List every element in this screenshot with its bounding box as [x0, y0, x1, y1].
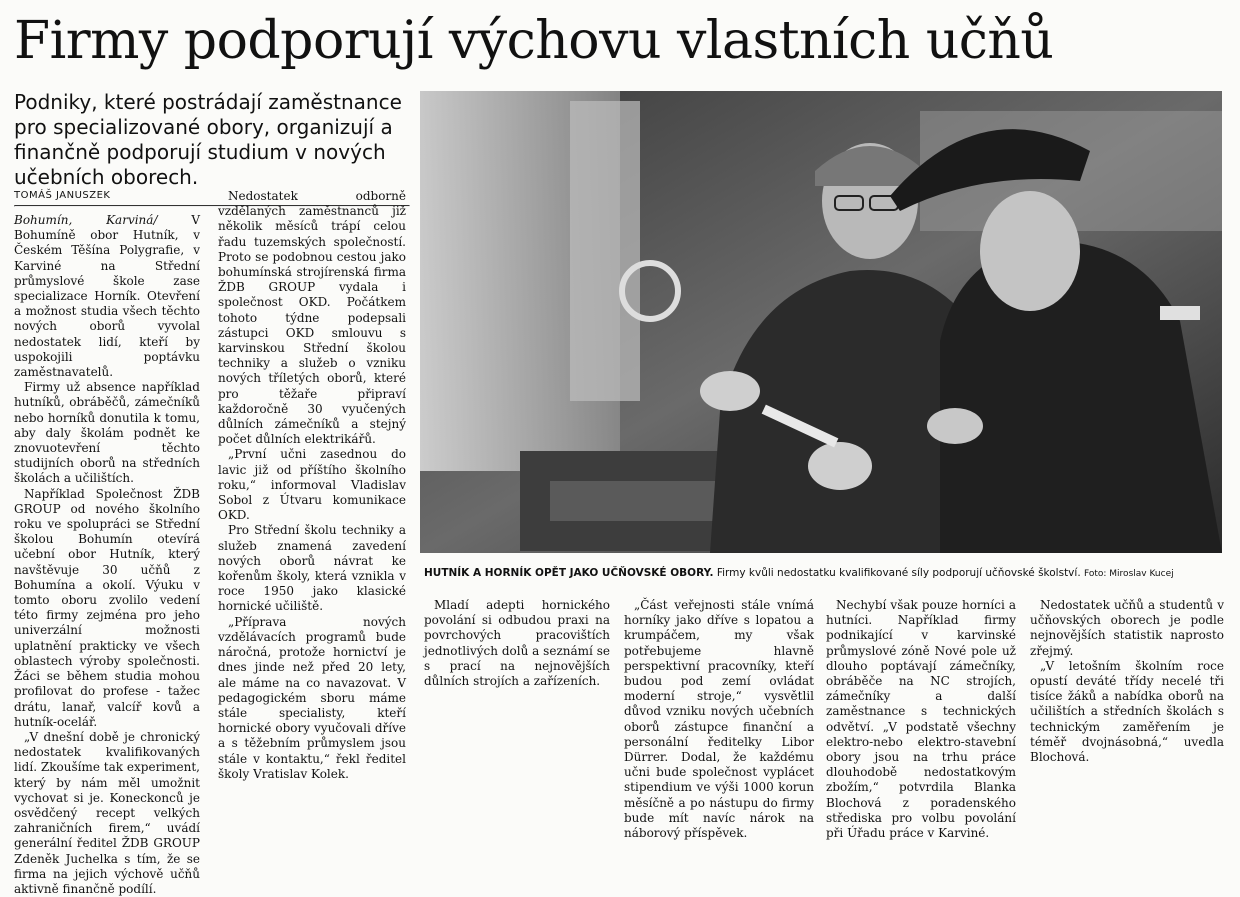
paragraph-12: Nedostatek učňů a studentů v učňovských oborech je podle nejnovějších statistik naprosto zřejmý.: [1030, 598, 1224, 658]
paragraph-5: Nedostatek odborně vzdělaných zaměstnanců již několik měsíců trápí celou řadu tuzemských společností. Proto se podobnou cestou jako bohumínská strojírenská firma ŽDB GROUP vydala i společnost OKD. Počátkem tohoto týdne podepsali zástupci OKD smlouvu s karvinskou Střední školou techniky a služeb o vzniku nových tříletých oborů, které pro těžaře připraví každoročně 30 vyučených důlních zámečníků a stejný počet důlních elektrikářů.: [218, 189, 406, 447]
paragraph-2: Firmy už absence například hutníků, obráběčů, zámečníků nebo horníků donutila k tomu, aby daly školám podnět ke znovuotevření těchto studijních oborů na středních školách a učilištích.: [14, 380, 200, 486]
paragraph-10: „Část veřejnosti stále vnímá horníky jako dříve s lopatou a krumpáčem, my však potřebujeme hlavně perspektivní pracovníky, kteří budou pod zemí ovládat moderní stroje,“ vysvětlil důvod vzniku nových učebních oborů zástupce finanční a personální ředitelky Libor Dürrer. Dodal, že každému učni bude společnost vyplácet stipendium ve výši 1000 korun měsíčně a po nástupu do firmy bude mít navíc nárok na náborový příspěvek.: [624, 598, 814, 841]
paragraph-13: „V letošním školním roce opustí deváté třídy necelé tři tisíce žáků a nabídka oborů na učilištích a středních školách s technickým zaměřením je téměř dvojnásobná,“ uvedla Blochová.: [1030, 658, 1224, 765]
paragraph-3: Například Společnost ŽDB GROUP od nového školního roku ve spolupráci se Střední školou Bohumín otevírá učební obor Hutník, který navštěvuje 30 učňů z Bohumína a okolí. Výuku v tomto oboru zvolilo vedení této firmy zejména pro jeho univerzální možnosti uplatnění prakticky ve všech oblastech výroby společnosti. Žáci se během studia mohou profilovat do profese - tažec drátu, lanař, valcíř kovů a hutník-ocelář.: [14, 486, 200, 729]
paragraph-9: Mladí adepti hornického povolání si odbudou praxi na povrchových pracovištích jednotlivých dolů a seznámí se s prací na nejnovějších důlních strojích a zařízeních.: [424, 598, 610, 689]
column-6: [1030, 598, 1224, 795]
paragraph-8: „Příprava nových vzdělávacích programů bude náročná, protože hornictví je dnes jinde než před 20 lety, ale máme na co navazovat. V pedagogickém sboru máme stále specialisty, kteří hornické obory vyučovali dříve a s těžebním průmyslem jsou stále v kontaktu,“ řekl ředitel školy Vratislav Kolek.: [218, 614, 406, 781]
caption-bold: HUTNÍK A HORNÍK OPĚT JAKO UČŇOVSKÉ OBORY.: [424, 567, 714, 579]
paragraph-6: „První učni zasednou do lavic již od příštího školního roku,“ informoval Vladislav Sobol z Útvaru komunikace OKD.: [218, 447, 406, 523]
paragraph-11: Nechybí však pouze horníci a hutníci. Například firmy podnikající v karvinské průmyslové zóně Nové pole už dlouho poptávají zámečníky, obráběče na NC strojích, zámečníky a další zaměstnance s technických odvětví. „V podstatě všechny elektro-nebo elektro-stavební obory jsou na trhu práce dlouhodobě nedostatkovým zbožím,“ potvrdila Blanka Blochová z poradenského střediska pro volbu povolání při Úřadu práce v Karviné.: [826, 598, 1016, 841]
column-3: [424, 598, 610, 795]
byline: TOMÁŠ JANUSZEK: [14, 190, 111, 201]
photo-caption: [424, 566, 1224, 581]
column-2: [218, 189, 406, 795]
paragraph-1-text: V Bohumíně obor Hutník, v Českém Těšína Polygrafie, v Karviné na Střední průmyslové škole zase specializace Horník. Otevření a možnost studia všech těchto nových oborů vyvolal nedostatek lidí, kteří by uspokojili poptávku zaměstnavatelů.: [14, 213, 200, 380]
column-5: [826, 598, 1016, 841]
caption-text: Firmy kvůli nedostatku kvalifikované síly podporují učňovské školství.: [716, 567, 1081, 579]
paragraph-4: „V dnešní době je chronický nedostatek kvalifikovaných lidí. Zkoušíme tak experiment, který by nám měl umožnit vychovat si je. Koneckonců je osvědčený recept velkých zahraničních firem,“ uvádí generální ředitel ŽDB GROUP Zdeněk Juchelka s tím, že se firma na jejich výchově učňů aktivně finančně podílí.: [14, 729, 200, 896]
workshop-photo-illustration: [420, 91, 1222, 553]
lead-paragraph: Podniky, které postrádají zaměstnance pro specializované obory, organizují a finančně podporují studium v nových učebních oborech.: [14, 90, 402, 189]
column-1: [14, 213, 200, 896]
photo-credit: Foto: Miroslav Kucej: [1084, 569, 1174, 579]
headline: Firmy podporují výchovu vlastních učňů: [14, 11, 1054, 71]
paragraph-1: [14, 213, 200, 380]
news-photo: [420, 91, 1222, 553]
paragraph-7: Pro Střední školu techniky a služeb znamená zavedení nových oborů návrat ke kořenům školy, která vznikla v roce 1950 jako klasické hornické učiliště.: [218, 523, 406, 614]
column-4: [624, 598, 814, 841]
dateline: Bohumín, Karviná/: [14, 213, 158, 227]
